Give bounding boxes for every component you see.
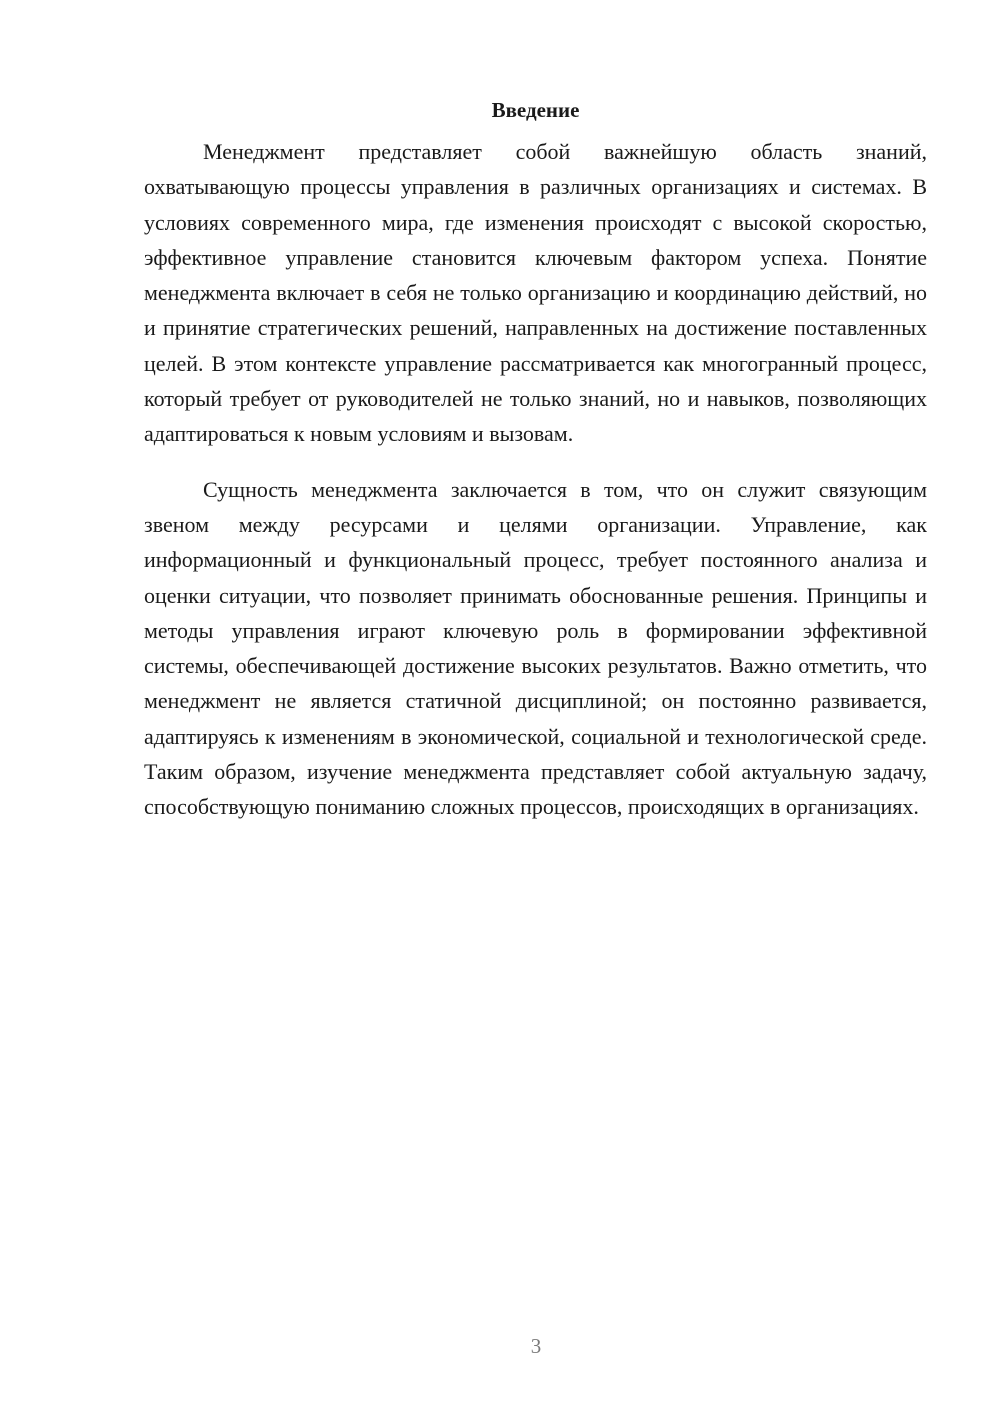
paragraph-intro: Менеджмент представляет собой важнейшую область знаний, охватывающую процессы управления в различных организациях и системах. В условиях современного мира, где изменения происходят с высокой скоростью, эффективное управление становится ключевым фактором успеха. Понятие менеджмента включает в себя не только организацию и координацию действий, но и принятие стратегических решений, направленных на достижение поставленных целей. В этом контексте управление рассматривается как многогранный процесс, который требует от руководителей не только знаний, но и навыков, позволяющих адаптироваться к новым условиям и вызовам. xyxy=(144,139,927,447)
page-number: 3 xyxy=(530,1334,542,1358)
paragraph-essence: Сущность менеджмента заключается в том, что он служит связующим звеном между ресурсами и целями организации. Управление, как информационный и функциональный процесс, требует постоянного анализа и оценки ситуации, что позволяет принимать обоснованные решения. Принципы и методы управления играют ключевую роль в формировании эффективной системы, обеспечивающей достижение высоких результатов. Важно отметить, что менеджмент не является статичной дисциплиной; он постоянно развивается, адаптируясь к изменениям в экономической, социальной и технологической среде. Таким образом, изучение менеджмента представляет собой актуальную задачу, способствующую пониманию сложных процессов, происходящих в организациях. xyxy=(144,476,927,820)
section-title: Введение xyxy=(491,98,580,122)
page-content xyxy=(144,92,927,825)
